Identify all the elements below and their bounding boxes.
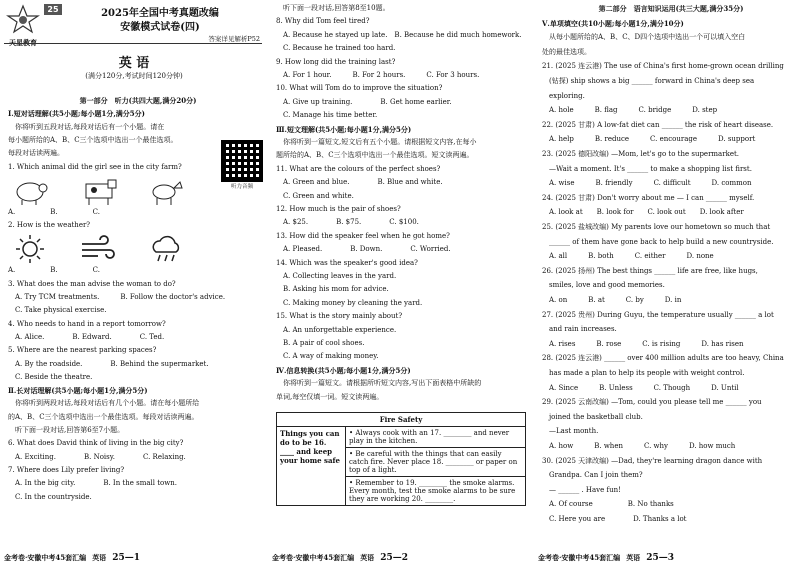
subject-title: 英 语 — [118, 56, 150, 71]
text-line: has made a plan to help its people with weight control. — [542, 369, 745, 377]
text-line: 22. (2025 甘肃) A low-fat diet can ______ the risk of heart disease. — [542, 120, 774, 129]
footer-book: 金考卷·安徽中考45套汇编 — [272, 553, 355, 562]
table-row: • Be careful with the things that can easily catch fire. Never place 18. ________ or paper on top of a light. — [346, 448, 526, 477]
text-line: A. $25. B. $75. C. $100. — [276, 218, 419, 227]
footer-page-number: 25—2 — [380, 553, 408, 563]
logo-text: 天星教育 — [9, 39, 37, 47]
text-line: exploring. — [542, 91, 585, 100]
text-line: 12. How much is the pair of shoes? — [276, 205, 401, 213]
text-line: 你将听到一篇短文。请根据所听短文内容,写出下面表格中所缺的 — [276, 379, 482, 388]
text-line: A. Of course B. No thanks — [542, 500, 674, 509]
text-line: smiles, love and good memories. — [542, 281, 665, 290]
text-line: B. Asking his mom for advice. — [276, 285, 389, 294]
text-line: A. Pleased. B. Down. C. Worried. — [276, 245, 451, 254]
text-line: —Wait a moment. It's ______ to make a shopping list first. — [542, 164, 752, 173]
text-line: 题所给的A、B、C三个选项中选出一个最佳选项。短文读两遍。 — [276, 151, 474, 160]
text-line: 14. Which was the speaker's good idea? — [276, 258, 418, 267]
text-line: C. Making money by cleaning the yard. — [276, 298, 423, 307]
text-line: 5. Where are the nearest parking spaces? — [8, 346, 157, 355]
text-line: C. Take physical exercise. — [8, 306, 107, 315]
footer-page-number: 25—1 — [112, 553, 140, 563]
column-1 — [0, 0, 268, 566]
qr-code[interactable] — [221, 140, 263, 182]
text-line: A. how B. when C. why D. how much — [542, 442, 736, 450]
paper-number-badge: 25 — [44, 4, 62, 15]
text-line: C. Here you are D. Thanks a lot — [542, 515, 687, 523]
text-line: 第一部分 听力(共四大题,满分20分) — [79, 96, 197, 105]
footer-page-2 — [272, 552, 530, 564]
footer-page-3 — [538, 552, 796, 564]
footer-subject: 英语 — [626, 553, 641, 562]
text-line: A. hole B. flag C. bridge D. step — [542, 106, 718, 115]
text-line: B. A pair of cool shoes. — [276, 339, 365, 347]
header-rule — [4, 43, 262, 44]
text-line: 23. (2025 德阳改编) —Mom, let's go to the supermarket. — [542, 150, 740, 158]
text-line: 25. (2025 盐城改编) My parents love our hometown so much that — [542, 223, 771, 231]
text-line: C. Green and white. — [276, 191, 354, 200]
text-line: A. rises B. rose C. is rising D. has risen — [542, 339, 744, 348]
text-line: A. look at B. look for C. look out D. look after — [542, 208, 744, 217]
text-line: A. all B. both C. either D. none — [542, 252, 714, 261]
text-line: C. In the countryside. — [8, 492, 92, 501]
text-line: A. Try TCM treatments. B. Follow the doctor's advice. — [8, 293, 226, 301]
sheep-icon — [10, 176, 50, 206]
text-line: A. on B. at C. by D. in — [542, 296, 682, 304]
table-row: • Remember to 19. ________ the smoke alarms. Every month, test the smoke alarms to be sure they are working 20. ________. — [346, 477, 526, 506]
exam-meta: (满分120分,考试时间120分钟) — [85, 72, 183, 80]
publisher-logo — [4, 4, 42, 47]
text-line: C. Beside the theatre. — [8, 372, 93, 381]
text-line: A. By the roadside. B. Behind the supermarket. — [8, 359, 209, 368]
exam-title-line2: 安徽模式试卷(四) — [120, 22, 200, 33]
text-line: 27. (2025 贵州) During Guyu, the temperature usually ______ a lot — [542, 310, 774, 319]
text-line: A. B. C. — [8, 266, 100, 275]
text-line: 3. What does the man advise the woman to do? — [8, 279, 176, 288]
wind-icon — [78, 234, 118, 264]
text-line: A. In the big city. B. In the small town. — [8, 479, 177, 488]
text-line: —Last month. — [542, 427, 599, 436]
text-line: Ⅱ.长对话理解(共5小题;每小题1分,满分5分) — [8, 386, 148, 396]
text-line: 15. What is the story mainly about? — [276, 312, 403, 321]
text-line: 28. (2025 连云港) ______ over 400 million adults are too heavy, China — [542, 354, 784, 363]
text-line: A. Alice. B. Edward. C. Ted. — [8, 332, 165, 341]
text-line: A. B. C. — [8, 207, 100, 216]
table-row: • Always cook with an 17. ________ and never play in the kitchen. — [346, 427, 526, 448]
text-line: A. Because he stayed up late. B. Because he did much homework. — [276, 30, 522, 39]
column-2 — [268, 0, 534, 566]
text-line: A. An unforgettable experience. — [276, 325, 397, 334]
text-line: 听下面一段对话,回答第6至7小题。 — [8, 426, 125, 434]
text-line: 6. What does David think of living in the big city? — [8, 439, 184, 448]
text-line: 8. Why did Tom feel tired? — [276, 17, 370, 26]
footer-subject: 英语 — [360, 553, 375, 562]
text-line: 从每小题所给的A、B、C、D四个选项中选出一个可以填入空白 — [542, 33, 746, 42]
text-line: Ⅰ.短对话理解(共5小题;每小题1分,满分5分) — [8, 109, 145, 119]
text-line: Grandpa. Can I join them? — [542, 471, 643, 480]
footer-book: 金考卷·安徽中考45套汇编 — [4, 553, 87, 562]
text-line: 听下面一段对话,回答第8至10题。 — [276, 4, 390, 12]
text-line: 24. (2025 甘肃) Don't worry about me — I can ______ myself. — [542, 193, 755, 202]
star-logo-icon — [4, 4, 42, 34]
text-line: 30. (2025 天津改编) —Dad, they're learning dragon dance with — [542, 456, 763, 465]
text-line: A. Collecting leaves in the yard. — [276, 272, 397, 280]
text-line: A. Exciting. B. Noisy. C. Relaxing. — [8, 452, 186, 461]
text-line: 每小题所给的A、B、C三个选项中选出一个最佳选项。 — [8, 135, 178, 144]
text-line: 26. (2025 扬州) The best things ______ life are free, like hugs, — [542, 266, 758, 275]
text-line: 7. Where does Lily prefer living? — [8, 465, 125, 474]
text-line: Ⅳ.信息转换(共5小题;每小题1分,满分5分) — [276, 365, 411, 375]
text-line: 29. (2025 云南改编) —Tom, could you please tell me ______ you — [542, 398, 762, 407]
text-line: 9. How long did the training last? — [276, 57, 396, 66]
column-3 — [534, 0, 800, 566]
text-line: ______ of them have gone back to help build a new countryside. — [542, 237, 774, 246]
text-line: C. A way of making money. — [276, 352, 379, 361]
qr-caption: 听力音频 — [230, 184, 253, 190]
text-line: 10. What will Tom do to improve the situation? — [276, 84, 443, 93]
footer-page-1 — [4, 552, 264, 564]
text-line: 21. (2025 连云港) The use of China's first home-grown ocean drilling — [542, 62, 784, 71]
footer-page-number: 25—3 — [646, 553, 674, 563]
footer-subject: 英语 — [92, 553, 107, 562]
text-line: 每段对话读两遍。 — [8, 149, 64, 158]
cow-icon — [78, 176, 118, 206]
footer-book: 金考卷·安徽中考45套汇编 — [538, 553, 621, 562]
text-line: C. Because he trained too hard. — [276, 44, 396, 53]
text-line: 2. How is the weather? — [8, 221, 91, 230]
text-line: 处的最佳选项。 — [542, 47, 591, 56]
text-line: (钻探) ship shows a big ______ forward in China's deep sea — [542, 77, 755, 85]
rain-cloud-icon — [146, 234, 186, 264]
text-line: Ⅴ.单项填空(共10小题;每小题1分,满分10分) — [542, 18, 684, 28]
table-title: Fire Safety — [277, 413, 526, 427]
answer-reference: 答案详见解析P52 — [208, 35, 260, 43]
table-left-cell: Things you can do to be 16. ____ and keep your home safe — [277, 427, 346, 506]
text-line: and rain increases. — [542, 325, 617, 334]
text-line: joined the basketball club. — [542, 412, 643, 421]
text-line: C. Manage his time better. — [276, 111, 378, 120]
goat-icon — [146, 176, 186, 206]
text-line: 你将听到两段对话,每段对话后有几个小题。请在每小题所给 — [8, 399, 200, 408]
fire-safety-table — [276, 412, 526, 506]
text-line: 第二部分 语言知识运用(共三大题,满分35分) — [598, 4, 744, 13]
sun-icon — [10, 234, 50, 264]
exam-title-line1: 2025年全国中考真题改编 — [101, 8, 219, 19]
text-line: A. For 1 hour. B. For 2 hours. C. For 3 hours. — [276, 71, 480, 79]
text-line: — ______ . Have fun! — [542, 485, 621, 494]
text-line: 1. Which animal did the girl see in the city farm? — [8, 162, 182, 171]
text-line: 你将听到一篇短文,短文后有五个小题。请根据短文内容,在每小 — [276, 138, 477, 146]
answer-pictures — [0, 234, 268, 264]
text-line: A. Since B. Unless C. Though D. Until — [542, 383, 739, 392]
text-line: A. Give up training. B. Get home earlier. — [276, 97, 452, 106]
text-line: A. wise B. friendly C. difficult D. common — [542, 179, 752, 188]
text-line: 的A、B、C三个选项中选出一个最佳选项。每段对话读两遍。 — [8, 412, 199, 421]
text-line: 13. How did the speaker feel when he got home? — [276, 231, 450, 240]
text-line: 4. Who needs to hand in a report tomorrow? — [8, 319, 166, 328]
text-line: 你将听到五段对话,每段对话后有一个小题。请在 — [8, 122, 165, 131]
text-line: 单词,每空仅填一词。短文读两遍。 — [276, 392, 384, 401]
text-line: A. help B. reduce C. encourage D. support — [542, 135, 756, 144]
text-line: 11. What are the colours of the perfect shoes? — [276, 164, 441, 173]
text-line: Ⅲ.短文理解(共5小题;每小题1分,满分5分) — [276, 124, 412, 134]
text-line: A. Green and blue. B. Blue and white. — [276, 178, 443, 187]
